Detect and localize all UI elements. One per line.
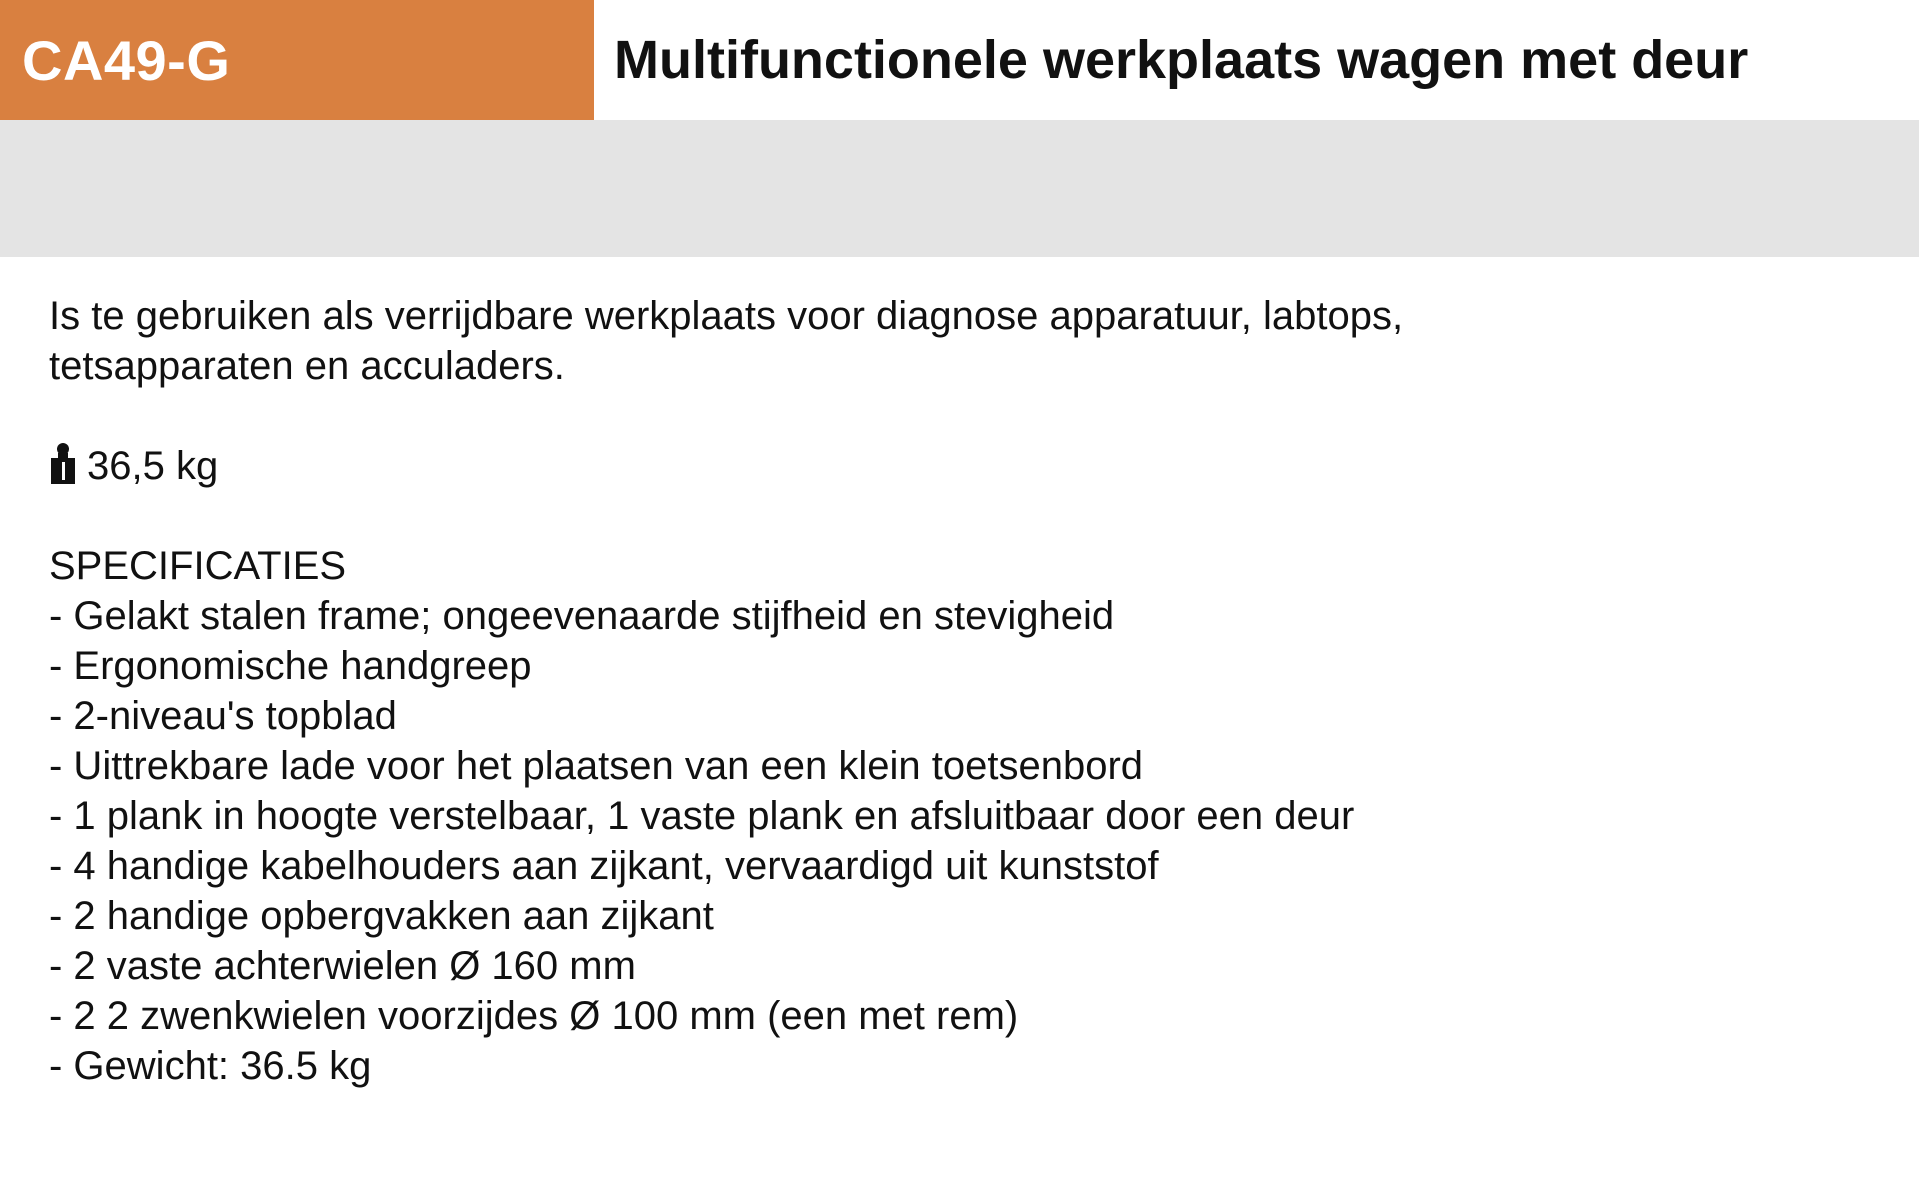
title-area bbox=[594, 0, 1919, 120]
product-code-badge bbox=[0, 0, 594, 120]
spec-item: - 2-niveau's topblad bbox=[49, 694, 397, 738]
product-code: CA49-G bbox=[22, 28, 231, 92]
spec-item: - Gelakt stalen frame; ongeevenaarde stijfheid en stevigheid bbox=[49, 594, 1115, 638]
specs-heading: SPECIFICATIES bbox=[49, 544, 347, 588]
page-title: Multifunctionele werkplaats wagen met deur bbox=[614, 30, 1749, 90]
spec-item: - 4 handige kabelhouders aan zijkant, vervaardigd uit kunststof bbox=[49, 844, 1159, 888]
description-line-2: tetsapparaten en acculaders. bbox=[49, 344, 565, 388]
spec-item: - Ergonomische handgreep bbox=[49, 644, 532, 688]
weight-row bbox=[49, 441, 1919, 491]
spec-item: - Gewicht: 36.5 kg bbox=[49, 1044, 372, 1088]
description-line-1: Is te gebruiken als verrijdbare werkplaats voor diagnose apparatuur, labtops, bbox=[49, 294, 1404, 338]
spacer bbox=[49, 491, 1919, 541]
spec-item: - 1 plank in hoogte verstelbaar, 1 vaste plank en afsluitbaar door een deur bbox=[49, 794, 1355, 838]
spec-item: - 2 vaste achterwielen Ø 160 mm bbox=[49, 944, 636, 988]
header bbox=[0, 0, 1919, 120]
weight-value: 36,5 kg bbox=[87, 444, 219, 488]
content bbox=[0, 257, 1919, 1091]
spec-item: - Uittrekbare lade voor het plaatsen van een klein toetsenbord bbox=[49, 744, 1144, 788]
spec-item: - 2 handige opbergvakken aan zijkant bbox=[49, 894, 714, 938]
spacer bbox=[49, 391, 1919, 441]
specs-list bbox=[49, 591, 1919, 1091]
weight-icon bbox=[49, 442, 77, 486]
spec-item: - 2 2 zwenkwielen voorzijdes Ø 100 mm (een met rem) bbox=[49, 994, 1019, 1038]
gray-band bbox=[0, 120, 1919, 257]
